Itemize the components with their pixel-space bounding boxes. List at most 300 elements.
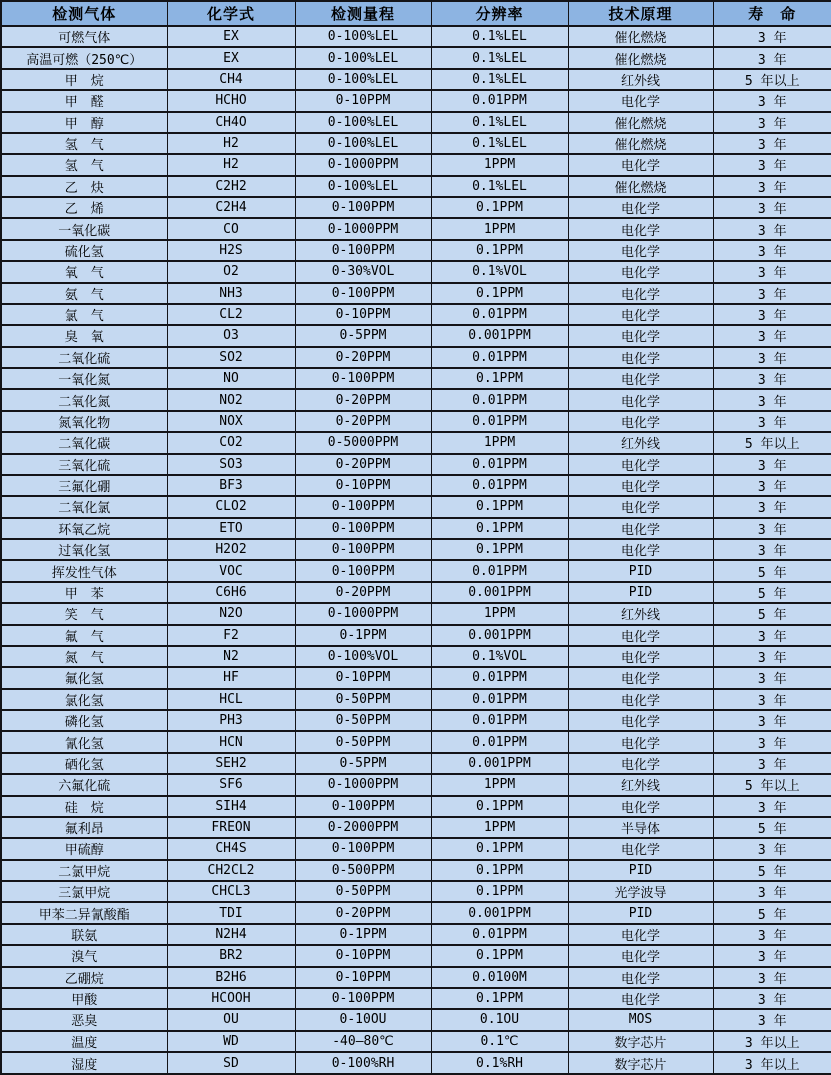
detection-range: 0-100PPM — [295, 518, 431, 539]
gas-name: 二氧化氮 — [1, 389, 167, 410]
technology-principle: 电化学 — [568, 261, 713, 282]
column-header-lifespan: 寿 命 — [713, 1, 831, 26]
table-row — [1, 69, 831, 90]
technology-principle: 电化学 — [568, 731, 713, 752]
gas-name: 硫化氢 — [1, 240, 167, 261]
technology-principle: 催化燃烧 — [568, 112, 713, 133]
chemical-formula: CH4S — [167, 838, 295, 859]
lifespan: 5 年 — [713, 817, 831, 838]
technology-principle: 电化学 — [568, 304, 713, 325]
gas-name: 一氧化氮 — [1, 368, 167, 389]
table-row — [1, 796, 831, 817]
chemical-formula: SO3 — [167, 454, 295, 475]
lifespan: 3 年 — [713, 176, 831, 197]
resolution: 0.1PPM — [431, 518, 568, 539]
table-row — [1, 603, 831, 624]
detection-range: 0-50PPM — [295, 731, 431, 752]
table-row — [1, 902, 831, 923]
table-row — [1, 496, 831, 517]
chemical-formula: FREON — [167, 817, 295, 838]
resolution: 0.001PPM — [431, 582, 568, 603]
resolution: 0.01PPM — [431, 90, 568, 111]
lifespan: 3 年 — [713, 411, 831, 432]
table-row — [1, 389, 831, 410]
lifespan: 3 年 — [713, 539, 831, 560]
lifespan: 3 年 — [713, 261, 831, 282]
detection-range: 0-100PPM — [295, 796, 431, 817]
detection-range: 0-1000PPM — [295, 774, 431, 795]
lifespan: 3 年 — [713, 988, 831, 1009]
chemical-formula: B2H6 — [167, 967, 295, 988]
gas-name: 甲 醛 — [1, 90, 167, 111]
table-row — [1, 838, 831, 859]
lifespan: 3 年 — [713, 26, 831, 47]
resolution: 0.1PPM — [431, 945, 568, 966]
gas-name: 氢 气 — [1, 133, 167, 154]
technology-principle: 数字芯片 — [568, 1052, 713, 1074]
resolution: 0.1%LEL — [431, 26, 568, 47]
lifespan: 5 年以上 — [713, 774, 831, 795]
table-body — [1, 26, 831, 1074]
chemical-formula: O3 — [167, 325, 295, 346]
technology-principle: 电化学 — [568, 240, 713, 261]
detection-range: 0-100%RH — [295, 1052, 431, 1074]
resolution: 0.1%LEL — [431, 69, 568, 90]
detection-range: -40—80℃ — [295, 1031, 431, 1052]
gas-name: 二氧化硫 — [1, 347, 167, 368]
table-row — [1, 689, 831, 710]
resolution: 0.1PPM — [431, 283, 568, 304]
gas-name: 氯化氢 — [1, 689, 167, 710]
gas-name: 三氟化硼 — [1, 475, 167, 496]
technology-principle: 电化学 — [568, 667, 713, 688]
table-row — [1, 881, 831, 902]
lifespan: 3 年 — [713, 753, 831, 774]
chemical-formula: CH4O — [167, 112, 295, 133]
technology-principle: PID — [568, 560, 713, 581]
detection-range: 0-10OU — [295, 1009, 431, 1030]
lifespan: 5 年 — [713, 603, 831, 624]
chemical-formula: SIH4 — [167, 796, 295, 817]
technology-principle: 电化学 — [568, 325, 713, 346]
lifespan: 3 年 — [713, 838, 831, 859]
column-header-gas-name: 检测气体 — [1, 1, 167, 26]
technology-principle: 光学波导 — [568, 881, 713, 902]
resolution: 0.01PPM — [431, 667, 568, 688]
gas-name: 甲酸 — [1, 988, 167, 1009]
table-row — [1, 860, 831, 881]
detection-range: 0-100PPM — [295, 368, 431, 389]
gas-name: 氮 气 — [1, 646, 167, 667]
detection-range: 0-100PPM — [295, 838, 431, 859]
detection-range: 0-100PPM — [295, 560, 431, 581]
technology-principle: 电化学 — [568, 496, 713, 517]
resolution: 0.1OU — [431, 1009, 568, 1030]
technology-principle: 红外线 — [568, 603, 713, 624]
technology-principle: 催化燃烧 — [568, 176, 713, 197]
lifespan: 3 年以上 — [713, 1052, 831, 1074]
detection-range: 0-50PPM — [295, 689, 431, 710]
detection-range: 0-10PPM — [295, 475, 431, 496]
gas-name: 湿度 — [1, 1052, 167, 1074]
technology-principle: 电化学 — [568, 90, 713, 111]
chemical-formula: HCOOH — [167, 988, 295, 1009]
detection-range: 0-100%LEL — [295, 112, 431, 133]
chemical-formula: EX — [167, 47, 295, 68]
lifespan: 3 年 — [713, 667, 831, 688]
table-row — [1, 176, 831, 197]
detection-range: 0-20PPM — [295, 902, 431, 923]
chemical-formula: BR2 — [167, 945, 295, 966]
resolution: 0.1%LEL — [431, 176, 568, 197]
technology-principle: 电化学 — [568, 518, 713, 539]
chemical-formula: CO — [167, 218, 295, 239]
table-row — [1, 1052, 831, 1074]
chemical-formula: CL2 — [167, 304, 295, 325]
resolution: 0.01PPM — [431, 689, 568, 710]
technology-principle: 电化学 — [568, 347, 713, 368]
detection-range: 0-100%LEL — [295, 47, 431, 68]
resolution: 0.1PPM — [431, 838, 568, 859]
table-row — [1, 261, 831, 282]
table-row — [1, 710, 831, 731]
lifespan: 3 年 — [713, 646, 831, 667]
technology-principle: 电化学 — [568, 838, 713, 859]
chemical-formula: CH2CL2 — [167, 860, 295, 881]
chemical-formula: SEH2 — [167, 753, 295, 774]
technology-principle: 红外线 — [568, 774, 713, 795]
gas-name: 甲 烷 — [1, 69, 167, 90]
table-row — [1, 731, 831, 752]
detection-range: 0-20PPM — [295, 347, 431, 368]
lifespan: 3 年 — [713, 518, 831, 539]
resolution: 0.01PPM — [431, 731, 568, 752]
gas-name: 一氧化碳 — [1, 218, 167, 239]
resolution: 0.001PPM — [431, 753, 568, 774]
technology-principle: 电化学 — [568, 625, 713, 646]
chemical-formula: SO2 — [167, 347, 295, 368]
table-row — [1, 945, 831, 966]
detection-range: 0-5PPM — [295, 325, 431, 346]
detection-range: 0-50PPM — [295, 710, 431, 731]
gas-name: 氮氧化物 — [1, 411, 167, 432]
gas-name: 氨 气 — [1, 283, 167, 304]
detection-range: 0-100%LEL — [295, 176, 431, 197]
table-row — [1, 240, 831, 261]
resolution: 1PPM — [431, 817, 568, 838]
chemical-formula: VOC — [167, 560, 295, 581]
chemical-formula: C6H6 — [167, 582, 295, 603]
technology-principle: 电化学 — [568, 197, 713, 218]
detection-range: 0-100%LEL — [295, 133, 431, 154]
resolution: 0.01PPM — [431, 475, 568, 496]
gas-name: 氟 气 — [1, 625, 167, 646]
resolution: 1PPM — [431, 774, 568, 795]
detection-range: 0-20PPM — [295, 389, 431, 410]
technology-principle: 电化学 — [568, 646, 713, 667]
detection-range: 0-1PPM — [295, 625, 431, 646]
gas-name: 恶臭 — [1, 1009, 167, 1030]
detection-range: 0-20PPM — [295, 411, 431, 432]
column-header-detection-range: 检测量程 — [295, 1, 431, 26]
detection-range: 0-10PPM — [295, 304, 431, 325]
resolution: 0.01PPM — [431, 710, 568, 731]
chemical-formula: PH3 — [167, 710, 295, 731]
table-row — [1, 133, 831, 154]
technology-principle: 催化燃烧 — [568, 26, 713, 47]
lifespan: 3 年 — [713, 945, 831, 966]
detection-range: 0-50PPM — [295, 881, 431, 902]
table-row — [1, 432, 831, 453]
lifespan: 3 年 — [713, 347, 831, 368]
lifespan: 3 年 — [713, 218, 831, 239]
gas-name: 高温可燃（250℃） — [1, 47, 167, 68]
detection-range: 0-100PPM — [295, 283, 431, 304]
table-row — [1, 817, 831, 838]
gas-name: 乙硼烷 — [1, 967, 167, 988]
lifespan: 3 年 — [713, 967, 831, 988]
gas-name: 三氯甲烷 — [1, 881, 167, 902]
resolution: 0.1PPM — [431, 368, 568, 389]
gas-name: 笑 气 — [1, 603, 167, 624]
detection-range: 0-1000PPM — [295, 154, 431, 175]
detection-range: 0-30%VOL — [295, 261, 431, 282]
gas-name: 甲 苯 — [1, 582, 167, 603]
technology-principle: 电化学 — [568, 218, 713, 239]
chemical-formula: SF6 — [167, 774, 295, 795]
resolution: 0.1PPM — [431, 881, 568, 902]
detection-range: 0-100PPM — [295, 197, 431, 218]
technology-principle: 电化学 — [568, 753, 713, 774]
lifespan: 3 年 — [713, 731, 831, 752]
lifespan: 3 年 — [713, 881, 831, 902]
technology-principle: 电化学 — [568, 710, 713, 731]
technology-principle: 电化学 — [568, 945, 713, 966]
resolution: 1PPM — [431, 218, 568, 239]
table-row — [1, 368, 831, 389]
table-row — [1, 304, 831, 325]
detection-range: 0-10PPM — [295, 967, 431, 988]
detection-range: 0-20PPM — [295, 582, 431, 603]
table-row — [1, 218, 831, 239]
lifespan: 5 年以上 — [713, 69, 831, 90]
resolution: 0.1PPM — [431, 240, 568, 261]
chemical-formula: OU — [167, 1009, 295, 1030]
lifespan: 3 年 — [713, 304, 831, 325]
table-row — [1, 26, 831, 47]
chemical-formula: H2 — [167, 154, 295, 175]
lifespan: 5 年以上 — [713, 432, 831, 453]
resolution: 0.1%LEL — [431, 133, 568, 154]
gas-name: 氯 气 — [1, 304, 167, 325]
resolution: 0.1PPM — [431, 197, 568, 218]
table-row — [1, 1031, 831, 1052]
gas-name: 环氧乙烷 — [1, 518, 167, 539]
lifespan: 5 年 — [713, 582, 831, 603]
resolution: 1PPM — [431, 603, 568, 624]
technology-principle: 电化学 — [568, 796, 713, 817]
table-row — [1, 283, 831, 304]
table-row — [1, 582, 831, 603]
resolution: 0.01PPM — [431, 347, 568, 368]
chemical-formula: H2O2 — [167, 539, 295, 560]
detection-range: 0-1000PPM — [295, 218, 431, 239]
table-row — [1, 625, 831, 646]
chemical-formula: EX — [167, 26, 295, 47]
detection-range: 0-1PPM — [295, 924, 431, 945]
lifespan: 5 年 — [713, 560, 831, 581]
table-row — [1, 753, 831, 774]
table-row — [1, 325, 831, 346]
lifespan: 3 年 — [713, 924, 831, 945]
table-row — [1, 774, 831, 795]
lifespan: 3 年 — [713, 197, 831, 218]
resolution: 0.01PPM — [431, 454, 568, 475]
technology-principle: 电化学 — [568, 389, 713, 410]
detection-range: 0-100PPM — [295, 240, 431, 261]
gas-name: 氟利昂 — [1, 817, 167, 838]
table-row — [1, 112, 831, 133]
table-row — [1, 518, 831, 539]
resolution: 0.1%RH — [431, 1052, 568, 1074]
chemical-formula: O2 — [167, 261, 295, 282]
chemical-formula: HF — [167, 667, 295, 688]
technology-principle: PID — [568, 860, 713, 881]
gas-name: 溴气 — [1, 945, 167, 966]
technology-principle: 红外线 — [568, 69, 713, 90]
chemical-formula: ETO — [167, 518, 295, 539]
technology-principle: 数字芯片 — [568, 1031, 713, 1052]
chemical-formula: NO2 — [167, 389, 295, 410]
technology-principle: 电化学 — [568, 475, 713, 496]
resolution: 0.01PPM — [431, 411, 568, 432]
resolution: 0.1PPM — [431, 796, 568, 817]
gas-name: 二氯甲烷 — [1, 860, 167, 881]
table-row — [1, 454, 831, 475]
technology-principle: 电化学 — [568, 454, 713, 475]
resolution: 0.01PPM — [431, 304, 568, 325]
table-row — [1, 347, 831, 368]
detection-range: 0-100%LEL — [295, 69, 431, 90]
detection-range: 0-20PPM — [295, 454, 431, 475]
resolution: 0.001PPM — [431, 902, 568, 923]
gas-name: 乙 炔 — [1, 176, 167, 197]
detection-range: 0-10PPM — [295, 667, 431, 688]
table-row — [1, 539, 831, 560]
lifespan: 3 年 — [713, 90, 831, 111]
technology-principle: 电化学 — [568, 539, 713, 560]
chemical-formula: HCHO — [167, 90, 295, 111]
technology-principle: 电化学 — [568, 154, 713, 175]
resolution: 0.1%VOL — [431, 646, 568, 667]
chemical-formula: HCN — [167, 731, 295, 752]
lifespan: 3 年 — [713, 283, 831, 304]
lifespan: 3 年 — [713, 1009, 831, 1030]
technology-principle: 电化学 — [568, 368, 713, 389]
resolution: 0.1%VOL — [431, 261, 568, 282]
resolution: 1PPM — [431, 432, 568, 453]
detection-range: 0-500PPM — [295, 860, 431, 881]
lifespan: 3 年 — [713, 454, 831, 475]
gas-name: 二氧化氯 — [1, 496, 167, 517]
gas-name: 乙 烯 — [1, 197, 167, 218]
technology-principle: PID — [568, 582, 713, 603]
resolution: 0.1PPM — [431, 860, 568, 881]
gas-name: 联氨 — [1, 924, 167, 945]
table-row — [1, 667, 831, 688]
lifespan: 3 年 — [713, 689, 831, 710]
lifespan: 3 年 — [713, 796, 831, 817]
resolution: 0.1PPM — [431, 496, 568, 517]
technology-principle: 电化学 — [568, 967, 713, 988]
chemical-formula: CLO2 — [167, 496, 295, 517]
column-header-technology-principle: 技术原理 — [568, 1, 713, 26]
detection-range: 0-100%LEL — [295, 26, 431, 47]
resolution: 1PPM — [431, 154, 568, 175]
gas-name: 氧 气 — [1, 261, 167, 282]
detection-range: 0-10PPM — [295, 945, 431, 966]
chemical-formula: H2 — [167, 133, 295, 154]
chemical-formula: N2O — [167, 603, 295, 624]
table-row — [1, 197, 831, 218]
technology-principle: 催化燃烧 — [568, 133, 713, 154]
chemical-formula: TDI — [167, 902, 295, 923]
gas-name: 甲硫醇 — [1, 838, 167, 859]
lifespan: 3 年 — [713, 47, 831, 68]
gas-name: 二氧化碳 — [1, 432, 167, 453]
technology-principle: 红外线 — [568, 432, 713, 453]
gas-name: 挥发性气体 — [1, 560, 167, 581]
gas-name: 氢 气 — [1, 154, 167, 175]
detection-range: 0-5000PPM — [295, 432, 431, 453]
gas-name: 三氧化硫 — [1, 454, 167, 475]
resolution: 0.0100M — [431, 967, 568, 988]
table-row — [1, 411, 831, 432]
technology-principle: 电化学 — [568, 411, 713, 432]
technology-principle: MOS — [568, 1009, 713, 1030]
column-header-chemical-formula: 化学式 — [167, 1, 295, 26]
table-header-row — [1, 1, 831, 26]
technology-principle: 半导体 — [568, 817, 713, 838]
detection-range: 0-100PPM — [295, 496, 431, 517]
detection-range: 0-100PPM — [295, 539, 431, 560]
chemical-formula: NOX — [167, 411, 295, 432]
technology-principle: PID — [568, 902, 713, 923]
chemical-formula: F2 — [167, 625, 295, 646]
detection-range: 0-1000PPM — [295, 603, 431, 624]
chemical-formula: N2 — [167, 646, 295, 667]
gas-name: 温度 — [1, 1031, 167, 1052]
gas-name: 臭 氧 — [1, 325, 167, 346]
chemical-formula: CHCL3 — [167, 881, 295, 902]
lifespan: 3 年 — [713, 368, 831, 389]
resolution: 0.1℃ — [431, 1031, 568, 1052]
chemical-formula: HCL — [167, 689, 295, 710]
table-row — [1, 475, 831, 496]
resolution: 0.1%LEL — [431, 47, 568, 68]
gas-name: 可燃气体 — [1, 26, 167, 47]
gas-name: 甲 醇 — [1, 112, 167, 133]
detection-range: 0-10PPM — [295, 90, 431, 111]
lifespan: 3 年 — [713, 496, 831, 517]
lifespan: 5 年 — [713, 902, 831, 923]
table-row — [1, 47, 831, 68]
resolution: 0.1PPM — [431, 539, 568, 560]
chemical-formula: C2H2 — [167, 176, 295, 197]
chemical-formula: NO — [167, 368, 295, 389]
chemical-formula: NH3 — [167, 283, 295, 304]
detection-range: 0-100%VOL — [295, 646, 431, 667]
